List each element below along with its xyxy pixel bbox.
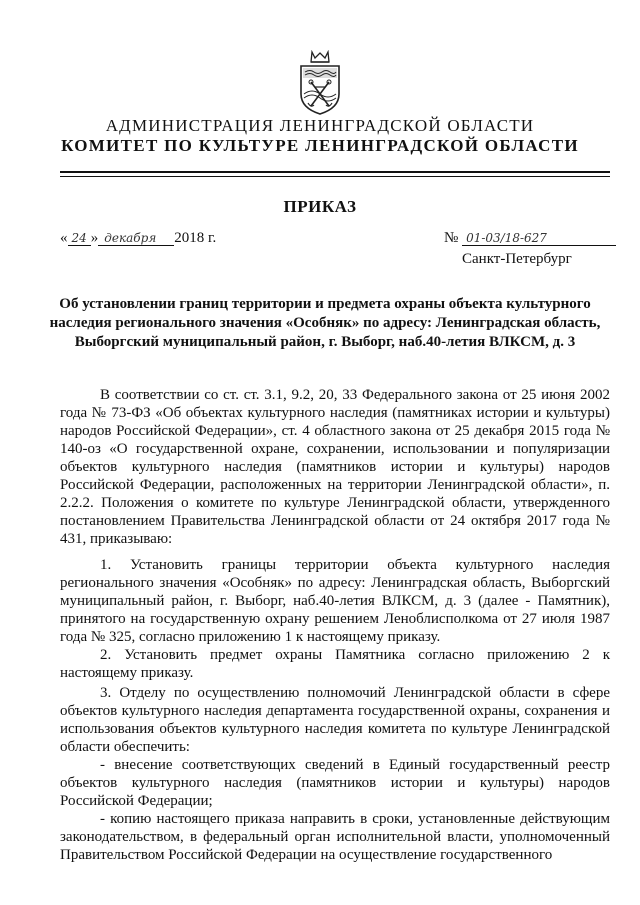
number-handwritten: 01-03/18-627: [462, 231, 616, 246]
order-item-1: 1. Установить границы территории объекта культурного наследия регионального значения «Особняк» по адресу: Ленинградская область, Выборгский муниципальный район, г. Выборг, наб.40-летия ВЛКСМ, д. 3 (далее - Памятник), принятого на государственную охрану решением Леноблисполкома от 27 июля 1987 года № 325, согласно приложению 1 к настоящему приказу.: [60, 557, 610, 645]
header-rule-thin: [60, 176, 610, 177]
order-item-3: 3. Отделу по осуществлению полномочий Ленинградской области в сфере объектов культурного наследия департамента государственной охраны, сохранения и использования объектов культурного наследия комитета по культуре Ленинградской области обеспечить:: [60, 685, 610, 755]
document-subject: Об установлении границ территории и предмета охраны объекта культурного наследия регионального значения «Особняк» по адресу: Ленинградская область, Выборгский муниципальный район, г. Выборг, наб.40-летия ВЛКСМ, д. 3: [49, 296, 601, 350]
organization-name: АДМИНИСТРАЦИЯ ЛЕНИНГРАДСКОЙ ОБЛАСТИ: [105, 116, 535, 135]
date-year: 2018 г.: [174, 230, 217, 246]
order-item-3-sub-1: - внесение соответствующих сведений в Единый государственный реестр объектов культурного наследия (памятников истории и культуры) народов Российской Федерации;: [60, 757, 610, 809]
date-close-quote: »: [90, 230, 99, 246]
date-day-handwritten: 24: [68, 231, 91, 246]
date-open-quote: «: [60, 230, 68, 246]
order-item-2: 2. Установить предмет охраны Памятника согласно приложению 2 к настоящему приказу.: [60, 647, 610, 681]
number-prefix: №: [444, 230, 459, 246]
header-rule-thick: [60, 171, 610, 173]
order-item-3-sub-2: - копию настоящего приказа направить в сроки, установленные действующим законодательством, в федеральный орган исполнительной власти, уполномоченный Правительством Российской Федерации на осуществление государственного: [60, 811, 610, 863]
document-date: [60, 230, 216, 247]
committee-name: КОМИТЕТ ПО КУЛЬТУРЕ ЛЕНИНГРАДСКОЙ ОБЛАСТИ: [61, 136, 579, 155]
document-number: [444, 230, 616, 247]
document-type-title: ПРИКАЗ: [283, 197, 357, 216]
preamble-paragraph: В соответствии со ст. ст. 3.1, 9.2, 20, 33 Федерального закона от 25 июня 2002 года № 73-ФЗ «Об объектах культурного наследия (памятниках истории и культуры) народов Российской Федерации», ст. 4 областного закона от 25 декабря 2015 года № 140-оз «О государственной охране, сохранении, использовании и популяризации объектов культурного наследия (памятников истории и культуры) народов Российской Федерации, расположенных на территории Ленинградской области», п. 2.2.2. Положения о комитете по культуре Ленинградской области, утвержденного постановлением Правительства Ленинградской области от 24 октября 2017 года № 431, приказываю:: [60, 387, 610, 547]
document-city: Санкт-Петербург: [462, 251, 572, 267]
coat-of-arms-icon: [298, 50, 342, 116]
date-month-handwritten: декабря: [98, 231, 174, 246]
